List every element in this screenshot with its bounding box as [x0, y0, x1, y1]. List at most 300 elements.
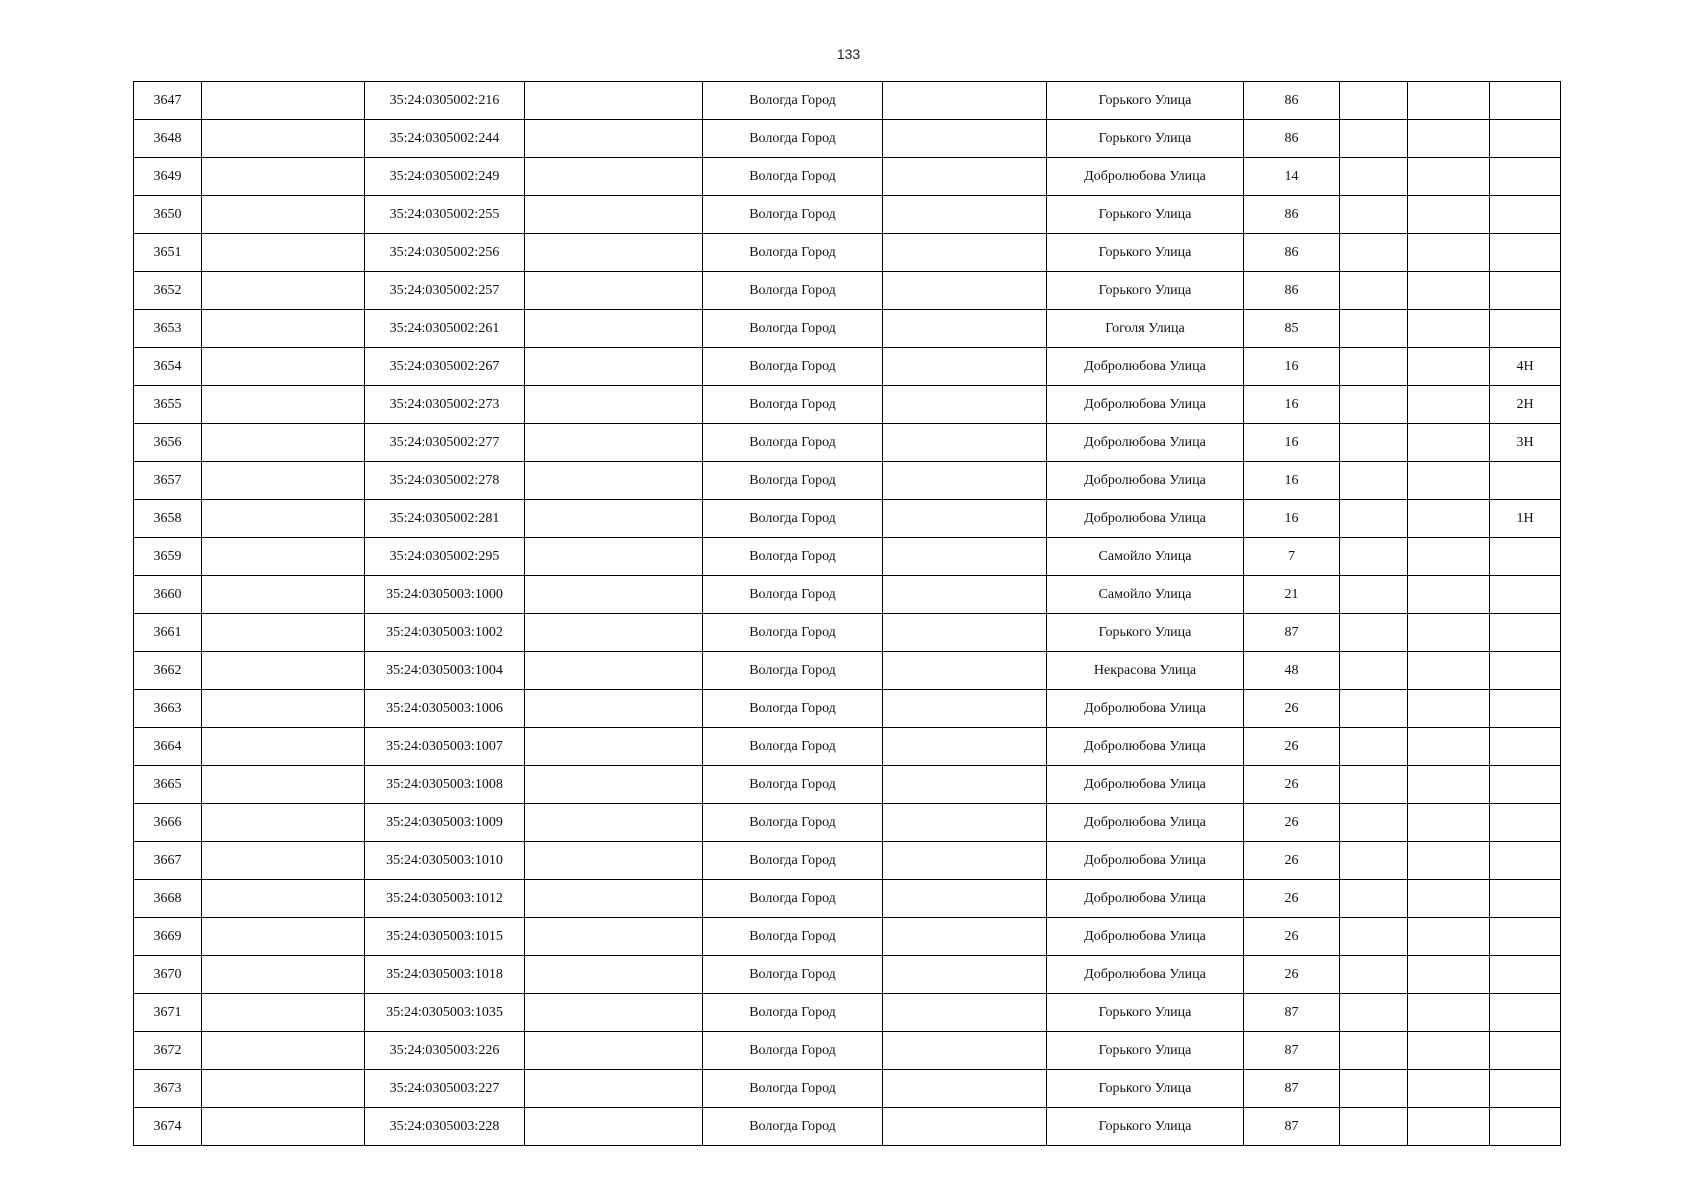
- empty-cell: [1408, 310, 1490, 348]
- cadastral-number-cell: 35:24:0305003:228: [365, 1108, 525, 1146]
- empty-cell: [1408, 842, 1490, 880]
- table-row: [134, 652, 1561, 690]
- table-row: [134, 196, 1561, 234]
- house-number-cell: 87: [1244, 994, 1340, 1032]
- city-cell: Вологда Город: [703, 652, 883, 690]
- street-cell: Добролюбова Улица: [1047, 766, 1244, 804]
- street-cell: Горького Улица: [1047, 614, 1244, 652]
- empty-cell: [1408, 538, 1490, 576]
- house-number-cell: 26: [1244, 690, 1340, 728]
- empty-cell: [1408, 1032, 1490, 1070]
- empty-cell: [202, 272, 365, 310]
- empty-cell: [525, 1032, 703, 1070]
- premises-number-cell: [1490, 576, 1561, 614]
- empty-cell: [1408, 804, 1490, 842]
- house-number-cell: 86: [1244, 120, 1340, 158]
- empty-cell: [1340, 1070, 1408, 1108]
- cadastral-number-cell: 35:24:0305002:261: [365, 310, 525, 348]
- house-number-cell: 16: [1244, 424, 1340, 462]
- empty-cell: [883, 310, 1047, 348]
- street-cell: Горького Улица: [1047, 1032, 1244, 1070]
- empty-cell: [525, 614, 703, 652]
- row-number-cell: 3669: [134, 918, 202, 956]
- table-row: [134, 424, 1561, 462]
- empty-cell: [1340, 842, 1408, 880]
- empty-cell: [883, 842, 1047, 880]
- city-cell: Вологда Город: [703, 766, 883, 804]
- city-cell: Вологда Город: [703, 120, 883, 158]
- premises-number-cell: [1490, 804, 1561, 842]
- empty-cell: [1340, 956, 1408, 994]
- street-cell: Добролюбова Улица: [1047, 804, 1244, 842]
- table-row: [134, 1108, 1561, 1146]
- empty-cell: [1340, 158, 1408, 196]
- empty-cell: [1340, 766, 1408, 804]
- table-row: [134, 82, 1561, 120]
- empty-cell: [525, 82, 703, 120]
- empty-cell: [202, 614, 365, 652]
- empty-cell: [883, 956, 1047, 994]
- table-row: [134, 918, 1561, 956]
- empty-cell: [202, 82, 365, 120]
- street-cell: Горького Улица: [1047, 120, 1244, 158]
- row-number-cell: 3648: [134, 120, 202, 158]
- row-number-cell: 3656: [134, 424, 202, 462]
- empty-cell: [525, 1070, 703, 1108]
- empty-cell: [202, 918, 365, 956]
- street-cell: Самойло Улица: [1047, 538, 1244, 576]
- cadastral-number-cell: 35:24:0305002:216: [365, 82, 525, 120]
- city-cell: Вологда Город: [703, 310, 883, 348]
- city-cell: Вологда Город: [703, 576, 883, 614]
- row-number-cell: 3665: [134, 766, 202, 804]
- table-row: [134, 994, 1561, 1032]
- city-cell: Вологда Город: [703, 500, 883, 538]
- cadastral-number-cell: 35:24:0305002:295: [365, 538, 525, 576]
- empty-cell: [883, 690, 1047, 728]
- premises-number-cell: [1490, 234, 1561, 272]
- premises-number-cell: 1Н: [1490, 500, 1561, 538]
- cadastral-number-cell: 35:24:0305002:273: [365, 386, 525, 424]
- city-cell: Вологда Город: [703, 1032, 883, 1070]
- empty-cell: [202, 690, 365, 728]
- empty-cell: [1340, 386, 1408, 424]
- city-cell: Вологда Город: [703, 538, 883, 576]
- row-number-cell: 3666: [134, 804, 202, 842]
- empty-cell: [1340, 234, 1408, 272]
- house-number-cell: 21: [1244, 576, 1340, 614]
- empty-cell: [1408, 386, 1490, 424]
- empty-cell: [1340, 272, 1408, 310]
- house-number-cell: 16: [1244, 348, 1340, 386]
- cadastral-number-cell: 35:24:0305003:1010: [365, 842, 525, 880]
- premises-number-cell: [1490, 1070, 1561, 1108]
- empty-cell: [1408, 652, 1490, 690]
- empty-cell: [1408, 994, 1490, 1032]
- city-cell: Вологда Город: [703, 690, 883, 728]
- premises-number-cell: [1490, 690, 1561, 728]
- empty-cell: [1408, 880, 1490, 918]
- street-cell: Самойло Улица: [1047, 576, 1244, 614]
- empty-cell: [202, 424, 365, 462]
- cadastral-number-cell: 35:24:0305003:227: [365, 1070, 525, 1108]
- row-number-cell: 3671: [134, 994, 202, 1032]
- premises-number-cell: [1490, 766, 1561, 804]
- empty-cell: [202, 956, 365, 994]
- table-row: [134, 500, 1561, 538]
- empty-cell: [1408, 82, 1490, 120]
- empty-cell: [1408, 1108, 1490, 1146]
- empty-cell: [525, 1108, 703, 1146]
- table-row: [134, 690, 1561, 728]
- cadastral-number-cell: 35:24:0305003:1002: [365, 614, 525, 652]
- street-cell: Гоголя Улица: [1047, 310, 1244, 348]
- empty-cell: [1408, 348, 1490, 386]
- row-number-cell: 3655: [134, 386, 202, 424]
- house-number-cell: 26: [1244, 956, 1340, 994]
- street-cell: Горького Улица: [1047, 234, 1244, 272]
- empty-cell: [883, 994, 1047, 1032]
- city-cell: Вологда Город: [703, 82, 883, 120]
- table-row: [134, 842, 1561, 880]
- empty-cell: [525, 690, 703, 728]
- empty-cell: [1340, 918, 1408, 956]
- registry-table: [133, 81, 1561, 1146]
- street-cell: Добролюбова Улица: [1047, 348, 1244, 386]
- empty-cell: [883, 1032, 1047, 1070]
- city-cell: Вологда Город: [703, 842, 883, 880]
- empty-cell: [883, 424, 1047, 462]
- house-number-cell: 7: [1244, 538, 1340, 576]
- empty-cell: [883, 918, 1047, 956]
- empty-cell: [1340, 614, 1408, 652]
- empty-cell: [525, 880, 703, 918]
- house-number-cell: 48: [1244, 652, 1340, 690]
- table-row: [134, 880, 1561, 918]
- street-cell: Некрасова Улица: [1047, 652, 1244, 690]
- house-number-cell: 86: [1244, 82, 1340, 120]
- premises-number-cell: [1490, 120, 1561, 158]
- row-number-cell: 3657: [134, 462, 202, 500]
- empty-cell: [883, 576, 1047, 614]
- house-number-cell: 87: [1244, 1070, 1340, 1108]
- empty-cell: [525, 348, 703, 386]
- table-row: [134, 728, 1561, 766]
- empty-cell: [202, 538, 365, 576]
- empty-cell: [525, 842, 703, 880]
- city-cell: Вологда Город: [703, 196, 883, 234]
- empty-cell: [525, 386, 703, 424]
- empty-cell: [1340, 652, 1408, 690]
- empty-cell: [525, 500, 703, 538]
- cadastral-number-cell: 35:24:0305003:1018: [365, 956, 525, 994]
- row-number-cell: 3649: [134, 158, 202, 196]
- table-row: [134, 462, 1561, 500]
- empty-cell: [883, 82, 1047, 120]
- street-cell: Добролюбова Улица: [1047, 386, 1244, 424]
- street-cell: Горького Улица: [1047, 272, 1244, 310]
- row-number-cell: 3662: [134, 652, 202, 690]
- empty-cell: [1340, 1032, 1408, 1070]
- premises-number-cell: [1490, 880, 1561, 918]
- empty-cell: [883, 196, 1047, 234]
- empty-cell: [202, 728, 365, 766]
- empty-cell: [525, 538, 703, 576]
- empty-cell: [202, 462, 365, 500]
- empty-cell: [525, 994, 703, 1032]
- empty-cell: [1408, 956, 1490, 994]
- city-cell: Вологда Город: [703, 880, 883, 918]
- empty-cell: [1340, 462, 1408, 500]
- cadastral-number-cell: 35:24:0305002:244: [365, 120, 525, 158]
- empty-cell: [883, 386, 1047, 424]
- table-row: [134, 310, 1561, 348]
- premises-number-cell: [1490, 196, 1561, 234]
- page-number: 133: [836, 46, 861, 62]
- city-cell: Вологда Город: [703, 1108, 883, 1146]
- table-row: [134, 804, 1561, 842]
- street-cell: Добролюбова Улица: [1047, 424, 1244, 462]
- row-number-cell: 3651: [134, 234, 202, 272]
- premises-number-cell: 3Н: [1490, 424, 1561, 462]
- premises-number-cell: [1490, 918, 1561, 956]
- house-number-cell: 16: [1244, 386, 1340, 424]
- cadastral-number-cell: 35:24:0305002:277: [365, 424, 525, 462]
- empty-cell: [202, 1070, 365, 1108]
- empty-cell: [202, 994, 365, 1032]
- premises-number-cell: [1490, 462, 1561, 500]
- street-cell: Горького Улица: [1047, 994, 1244, 1032]
- premises-number-cell: [1490, 272, 1561, 310]
- empty-cell: [1408, 272, 1490, 310]
- house-number-cell: 26: [1244, 880, 1340, 918]
- city-cell: Вологда Город: [703, 956, 883, 994]
- table-row: [134, 120, 1561, 158]
- empty-cell: [1340, 196, 1408, 234]
- table-row: [134, 234, 1561, 272]
- city-cell: Вологда Город: [703, 1070, 883, 1108]
- empty-cell: [883, 1108, 1047, 1146]
- house-number-cell: 85: [1244, 310, 1340, 348]
- house-number-cell: 26: [1244, 728, 1340, 766]
- empty-cell: [1408, 120, 1490, 158]
- cadastral-number-cell: 35:24:0305003:1004: [365, 652, 525, 690]
- empty-cell: [202, 348, 365, 386]
- cadastral-number-cell: 35:24:0305003:1009: [365, 804, 525, 842]
- cadastral-number-cell: 35:24:0305003:1007: [365, 728, 525, 766]
- house-number-cell: 86: [1244, 196, 1340, 234]
- premises-number-cell: [1490, 956, 1561, 994]
- empty-cell: [883, 804, 1047, 842]
- street-cell: Добролюбова Улица: [1047, 690, 1244, 728]
- street-cell: Горького Улица: [1047, 1108, 1244, 1146]
- cadastral-number-cell: 35:24:0305003:1006: [365, 690, 525, 728]
- street-cell: Горького Улица: [1047, 1070, 1244, 1108]
- row-number-cell: 3647: [134, 82, 202, 120]
- empty-cell: [1340, 576, 1408, 614]
- table-body: [134, 82, 1561, 1146]
- empty-cell: [1408, 614, 1490, 652]
- street-cell: Добролюбова Улица: [1047, 462, 1244, 500]
- empty-cell: [202, 1108, 365, 1146]
- premises-number-cell: 4Н: [1490, 348, 1561, 386]
- empty-cell: [1340, 120, 1408, 158]
- row-number-cell: 3672: [134, 1032, 202, 1070]
- city-cell: Вологда Город: [703, 386, 883, 424]
- table-row: [134, 576, 1561, 614]
- table-row: [134, 158, 1561, 196]
- empty-cell: [525, 462, 703, 500]
- table-row: [134, 614, 1561, 652]
- row-number-cell: 3673: [134, 1070, 202, 1108]
- city-cell: Вологда Город: [703, 234, 883, 272]
- street-cell: Добролюбова Улица: [1047, 158, 1244, 196]
- row-number-cell: 3658: [134, 500, 202, 538]
- row-number-cell: 3654: [134, 348, 202, 386]
- empty-cell: [525, 272, 703, 310]
- premises-number-cell: [1490, 994, 1561, 1032]
- cadastral-number-cell: 35:24:0305003:1000: [365, 576, 525, 614]
- empty-cell: [525, 804, 703, 842]
- empty-cell: [1408, 196, 1490, 234]
- empty-cell: [525, 918, 703, 956]
- empty-cell: [883, 538, 1047, 576]
- empty-cell: [525, 576, 703, 614]
- empty-cell: [1340, 690, 1408, 728]
- cadastral-number-cell: 35:24:0305002:267: [365, 348, 525, 386]
- empty-cell: [1340, 348, 1408, 386]
- city-cell: Вологда Город: [703, 272, 883, 310]
- empty-cell: [1340, 1108, 1408, 1146]
- street-cell: Добролюбова Улица: [1047, 956, 1244, 994]
- house-number-cell: 26: [1244, 918, 1340, 956]
- row-number-cell: 3660: [134, 576, 202, 614]
- empty-cell: [883, 272, 1047, 310]
- empty-cell: [883, 652, 1047, 690]
- empty-cell: [1408, 1070, 1490, 1108]
- empty-cell: [202, 652, 365, 690]
- empty-cell: [1408, 918, 1490, 956]
- empty-cell: [525, 424, 703, 462]
- city-cell: Вологда Город: [703, 804, 883, 842]
- premises-number-cell: [1490, 614, 1561, 652]
- cadastral-number-cell: 35:24:0305003:1008: [365, 766, 525, 804]
- empty-cell: [1408, 766, 1490, 804]
- row-number-cell: 3674: [134, 1108, 202, 1146]
- empty-cell: [1408, 462, 1490, 500]
- city-cell: Вологда Город: [703, 994, 883, 1032]
- cadastral-number-cell: 35:24:0305002:278: [365, 462, 525, 500]
- empty-cell: [1408, 690, 1490, 728]
- empty-cell: [883, 234, 1047, 272]
- premises-number-cell: [1490, 728, 1561, 766]
- row-number-cell: 3650: [134, 196, 202, 234]
- empty-cell: [1340, 994, 1408, 1032]
- cadastral-number-cell: 35:24:0305003:1035: [365, 994, 525, 1032]
- house-number-cell: 16: [1244, 500, 1340, 538]
- house-number-cell: 86: [1244, 272, 1340, 310]
- city-cell: Вологда Город: [703, 158, 883, 196]
- cadastral-number-cell: 35:24:0305002:249: [365, 158, 525, 196]
- empty-cell: [202, 120, 365, 158]
- cadastral-number-cell: 35:24:0305003:1015: [365, 918, 525, 956]
- table-row: [134, 386, 1561, 424]
- house-number-cell: 14: [1244, 158, 1340, 196]
- row-number-cell: 3663: [134, 690, 202, 728]
- cadastral-number-cell: 35:24:0305002:257: [365, 272, 525, 310]
- row-number-cell: 3659: [134, 538, 202, 576]
- empty-cell: [202, 842, 365, 880]
- street-cell: Добролюбова Улица: [1047, 880, 1244, 918]
- premises-number-cell: [1490, 1032, 1561, 1070]
- table-row: [134, 1032, 1561, 1070]
- premises-number-cell: [1490, 1108, 1561, 1146]
- street-cell: Добролюбова Улица: [1047, 500, 1244, 538]
- city-cell: Вологда Город: [703, 348, 883, 386]
- house-number-cell: 26: [1244, 804, 1340, 842]
- cadastral-number-cell: 35:24:0305002:256: [365, 234, 525, 272]
- cadastral-number-cell: 35:24:0305002:281: [365, 500, 525, 538]
- empty-cell: [883, 120, 1047, 158]
- empty-cell: [202, 234, 365, 272]
- empty-cell: [1340, 728, 1408, 766]
- empty-cell: [1408, 234, 1490, 272]
- empty-cell: [525, 120, 703, 158]
- street-cell: Добролюбова Улица: [1047, 918, 1244, 956]
- table-row: [134, 766, 1561, 804]
- empty-cell: [525, 158, 703, 196]
- empty-cell: [202, 576, 365, 614]
- empty-cell: [202, 880, 365, 918]
- table-row: [134, 272, 1561, 310]
- empty-cell: [1340, 880, 1408, 918]
- city-cell: Вологда Город: [703, 614, 883, 652]
- premises-number-cell: [1490, 82, 1561, 120]
- house-number-cell: 86: [1244, 234, 1340, 272]
- empty-cell: [202, 386, 365, 424]
- cadastral-number-cell: 35:24:0305003:226: [365, 1032, 525, 1070]
- empty-cell: [1340, 500, 1408, 538]
- city-cell: Вологда Город: [703, 462, 883, 500]
- cadastral-number-cell: 35:24:0305002:255: [365, 196, 525, 234]
- house-number-cell: 87: [1244, 614, 1340, 652]
- empty-cell: [883, 728, 1047, 766]
- premises-number-cell: 2Н: [1490, 386, 1561, 424]
- empty-cell: [883, 158, 1047, 196]
- empty-cell: [525, 234, 703, 272]
- row-number-cell: 3667: [134, 842, 202, 880]
- empty-cell: [202, 196, 365, 234]
- empty-cell: [1340, 804, 1408, 842]
- city-cell: Вологда Город: [703, 424, 883, 462]
- empty-cell: [883, 500, 1047, 538]
- empty-cell: [883, 766, 1047, 804]
- empty-cell: [883, 614, 1047, 652]
- empty-cell: [1340, 538, 1408, 576]
- empty-cell: [202, 158, 365, 196]
- street-cell: Горького Улица: [1047, 82, 1244, 120]
- city-cell: Вологда Город: [703, 728, 883, 766]
- empty-cell: [525, 310, 703, 348]
- premises-number-cell: [1490, 538, 1561, 576]
- street-cell: Горького Улица: [1047, 196, 1244, 234]
- city-cell: Вологда Город: [703, 918, 883, 956]
- empty-cell: [883, 348, 1047, 386]
- row-number-cell: 3661: [134, 614, 202, 652]
- empty-cell: [1340, 424, 1408, 462]
- table-row: [134, 956, 1561, 994]
- row-number-cell: 3664: [134, 728, 202, 766]
